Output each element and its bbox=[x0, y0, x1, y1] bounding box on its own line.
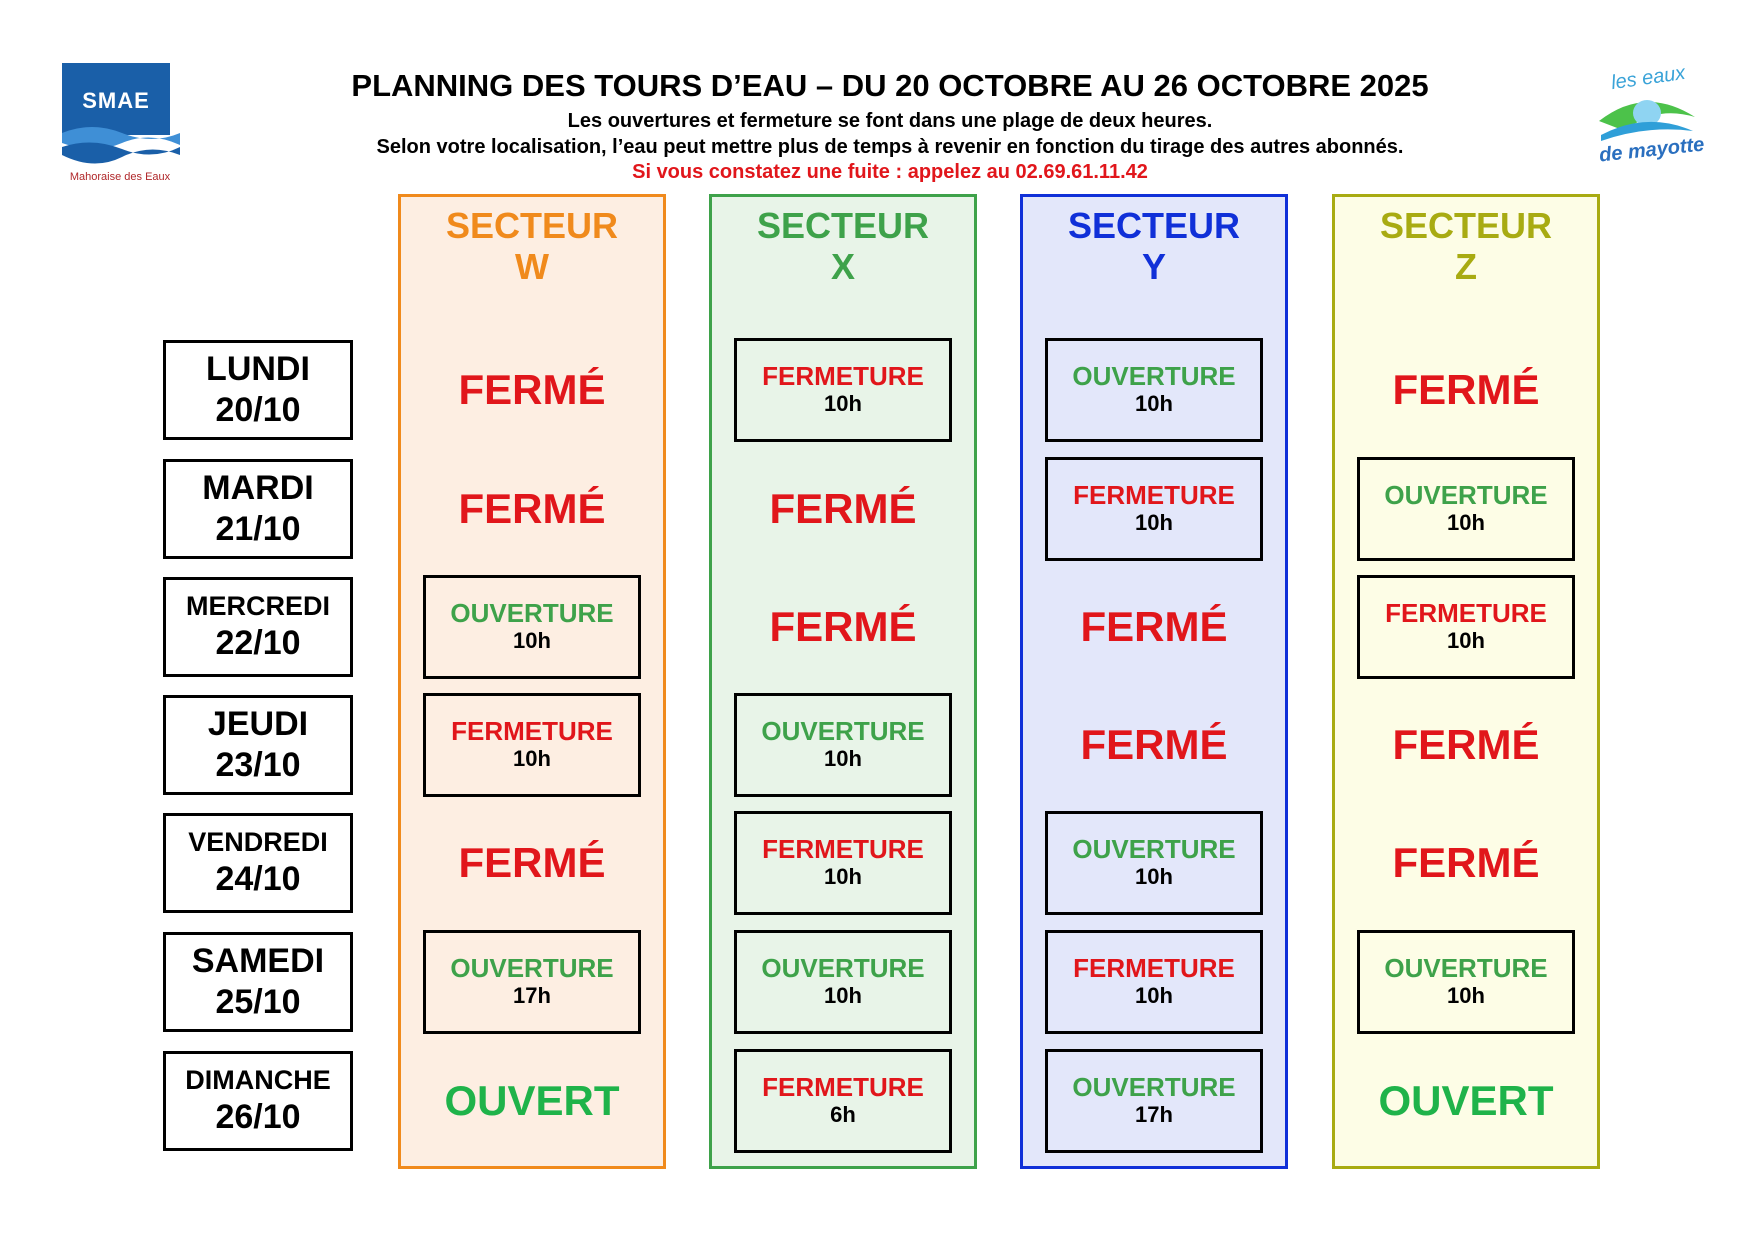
slot-time: 10h bbox=[513, 746, 551, 771]
day-name: MERCREDI bbox=[185, 591, 330, 621]
slot-time: 10h bbox=[824, 864, 862, 889]
eaux-logo-bottom-text: de mayotte bbox=[1598, 133, 1706, 167]
closing-slot bbox=[423, 693, 641, 797]
day-name: LUNDI bbox=[206, 350, 310, 388]
closing-slot bbox=[734, 1049, 952, 1153]
slot-action: OUVERTURE bbox=[450, 953, 614, 983]
slot-action: OUVERTURE bbox=[1384, 953, 1548, 983]
sector-heading-label: SECTEUR bbox=[445, 205, 619, 246]
day-label bbox=[163, 340, 353, 440]
slot-action: FERMETURE bbox=[762, 1072, 924, 1102]
opening-slot bbox=[1357, 930, 1575, 1034]
page-title: PLANNING DES TOURS D’EAU – DU 20 OCTOBRE AU 26 OCTOBRE 2025 bbox=[351, 68, 1429, 103]
slot-action: FERMETURE bbox=[1385, 598, 1547, 628]
sector-x-column bbox=[709, 194, 977, 1169]
slot-action: OUVERTURE bbox=[450, 598, 614, 628]
slot-action: FERMETURE bbox=[762, 834, 924, 864]
closing-slot bbox=[734, 811, 952, 915]
slot-time: 10h bbox=[1135, 391, 1173, 416]
sector-w-column bbox=[398, 194, 666, 1169]
day-name: JEUDI bbox=[207, 705, 309, 743]
day-label bbox=[163, 695, 353, 795]
opening-slot bbox=[1045, 338, 1263, 442]
slot-time: 10h bbox=[1447, 983, 1485, 1008]
slot-action: OUVERTURE bbox=[761, 716, 925, 746]
slot-time: 17h bbox=[513, 983, 551, 1008]
closing-slot bbox=[734, 338, 952, 442]
slot-action: FERMETURE bbox=[1073, 480, 1235, 510]
slot-time: 17h bbox=[1135, 1102, 1173, 1127]
leak-hotline-notice: Si vous constatez une fuite : appelez au 02.69.61.11.42 bbox=[632, 161, 1148, 183]
closing-slot bbox=[1357, 575, 1575, 679]
status-closed: FERMÉ bbox=[1080, 721, 1228, 768]
opening-slot bbox=[1357, 457, 1575, 561]
closing-slot bbox=[1045, 457, 1263, 561]
day-name: VENDREDI bbox=[188, 827, 328, 857]
day-label bbox=[163, 577, 353, 677]
slot-action: OUVERTURE bbox=[1072, 361, 1236, 391]
closing-slot bbox=[1045, 930, 1263, 1034]
slot-time: 6h bbox=[830, 1102, 856, 1127]
sector-heading-letter: Y bbox=[1141, 246, 1166, 287]
sector-heading-letter: Z bbox=[1455, 246, 1477, 287]
smae-logo bbox=[62, 63, 180, 188]
day-name: DIMANCHE bbox=[185, 1065, 331, 1095]
status-closed: FERMÉ bbox=[1392, 366, 1540, 413]
slot-action: FERMETURE bbox=[762, 361, 924, 391]
slot-action: OUVERTURE bbox=[1384, 480, 1548, 510]
slot-time: 10h bbox=[824, 391, 862, 416]
status-closed: FERMÉ bbox=[1080, 603, 1228, 650]
opening-slot bbox=[423, 930, 641, 1034]
slot-time: 10h bbox=[824, 746, 862, 771]
eaux-de-mayotte-logo bbox=[1595, 63, 1705, 173]
status-closed: FERMÉ bbox=[1392, 721, 1540, 768]
day-date: 23/10 bbox=[215, 746, 301, 784]
day-date: 20/10 bbox=[215, 391, 301, 429]
slot-time: 10h bbox=[1447, 628, 1485, 653]
day-date: 25/10 bbox=[215, 983, 301, 1021]
sector-heading-label: SECTEUR bbox=[756, 205, 930, 246]
day-name: SAMEDI bbox=[191, 942, 325, 980]
slot-action: OUVERTURE bbox=[761, 953, 925, 983]
slot-time: 10h bbox=[513, 628, 551, 653]
slot-time: 10h bbox=[824, 983, 862, 1008]
status-closed: FERMÉ bbox=[458, 366, 606, 413]
status-closed: FERMÉ bbox=[458, 839, 606, 886]
slot-action: OUVERTURE bbox=[1072, 834, 1236, 864]
sector-heading-label: SECTEUR bbox=[1379, 205, 1553, 246]
slot-action: FERMETURE bbox=[1073, 953, 1235, 983]
day-date: 22/10 bbox=[215, 624, 301, 662]
slot-action: OUVERTURE bbox=[1072, 1072, 1236, 1102]
sector-heading-letter: X bbox=[830, 246, 855, 287]
status-open: OUVERT bbox=[444, 1077, 620, 1124]
smae-logo-subtitle: Mahoraise des Eaux bbox=[69, 171, 171, 183]
smae-logo-brand: SMAE bbox=[82, 88, 150, 113]
sector-y-column bbox=[1020, 194, 1288, 1169]
status-closed: FERMÉ bbox=[458, 485, 606, 532]
opening-slot bbox=[1045, 811, 1263, 915]
day-label bbox=[163, 459, 353, 559]
status-closed: FERMÉ bbox=[1392, 839, 1540, 886]
subtitle-line-1: Les ouvertures et fermeture se font dans une plage de deux heures. bbox=[567, 110, 1213, 132]
opening-slot bbox=[734, 693, 952, 797]
eaux-logo-top-text: les eaux bbox=[1609, 61, 1687, 95]
status-open: OUVERT bbox=[1378, 1077, 1554, 1124]
sector-heading bbox=[1335, 205, 1597, 287]
day-label bbox=[163, 1051, 353, 1151]
subtitle-line-2: Selon votre localisation, l’eau peut mettre plus de temps à revenir en fonction du tirage des autres abonnés. bbox=[376, 136, 1404, 158]
day-date: 24/10 bbox=[215, 860, 301, 898]
slot-time: 10h bbox=[1447, 510, 1485, 535]
day-label bbox=[163, 932, 353, 1032]
slot-action: FERMETURE bbox=[451, 716, 613, 746]
sector-heading bbox=[401, 205, 663, 287]
day-name: MARDI bbox=[202, 469, 314, 507]
day-date: 26/10 bbox=[215, 1098, 301, 1136]
slot-time: 10h bbox=[1135, 983, 1173, 1008]
status-closed: FERMÉ bbox=[769, 603, 917, 650]
sector-heading bbox=[1023, 205, 1285, 287]
opening-slot bbox=[1045, 1049, 1263, 1153]
status-closed: FERMÉ bbox=[769, 485, 917, 532]
sector-heading-label: SECTEUR bbox=[1067, 205, 1241, 246]
slot-time: 10h bbox=[1135, 510, 1173, 535]
slot-time: 10h bbox=[1135, 864, 1173, 889]
sector-z-column bbox=[1332, 194, 1600, 1169]
sector-heading-letter: W bbox=[515, 246, 549, 287]
opening-slot bbox=[423, 575, 641, 679]
day-date: 21/10 bbox=[215, 510, 301, 548]
sector-heading bbox=[712, 205, 974, 287]
day-label bbox=[163, 813, 353, 913]
opening-slot bbox=[734, 930, 952, 1034]
